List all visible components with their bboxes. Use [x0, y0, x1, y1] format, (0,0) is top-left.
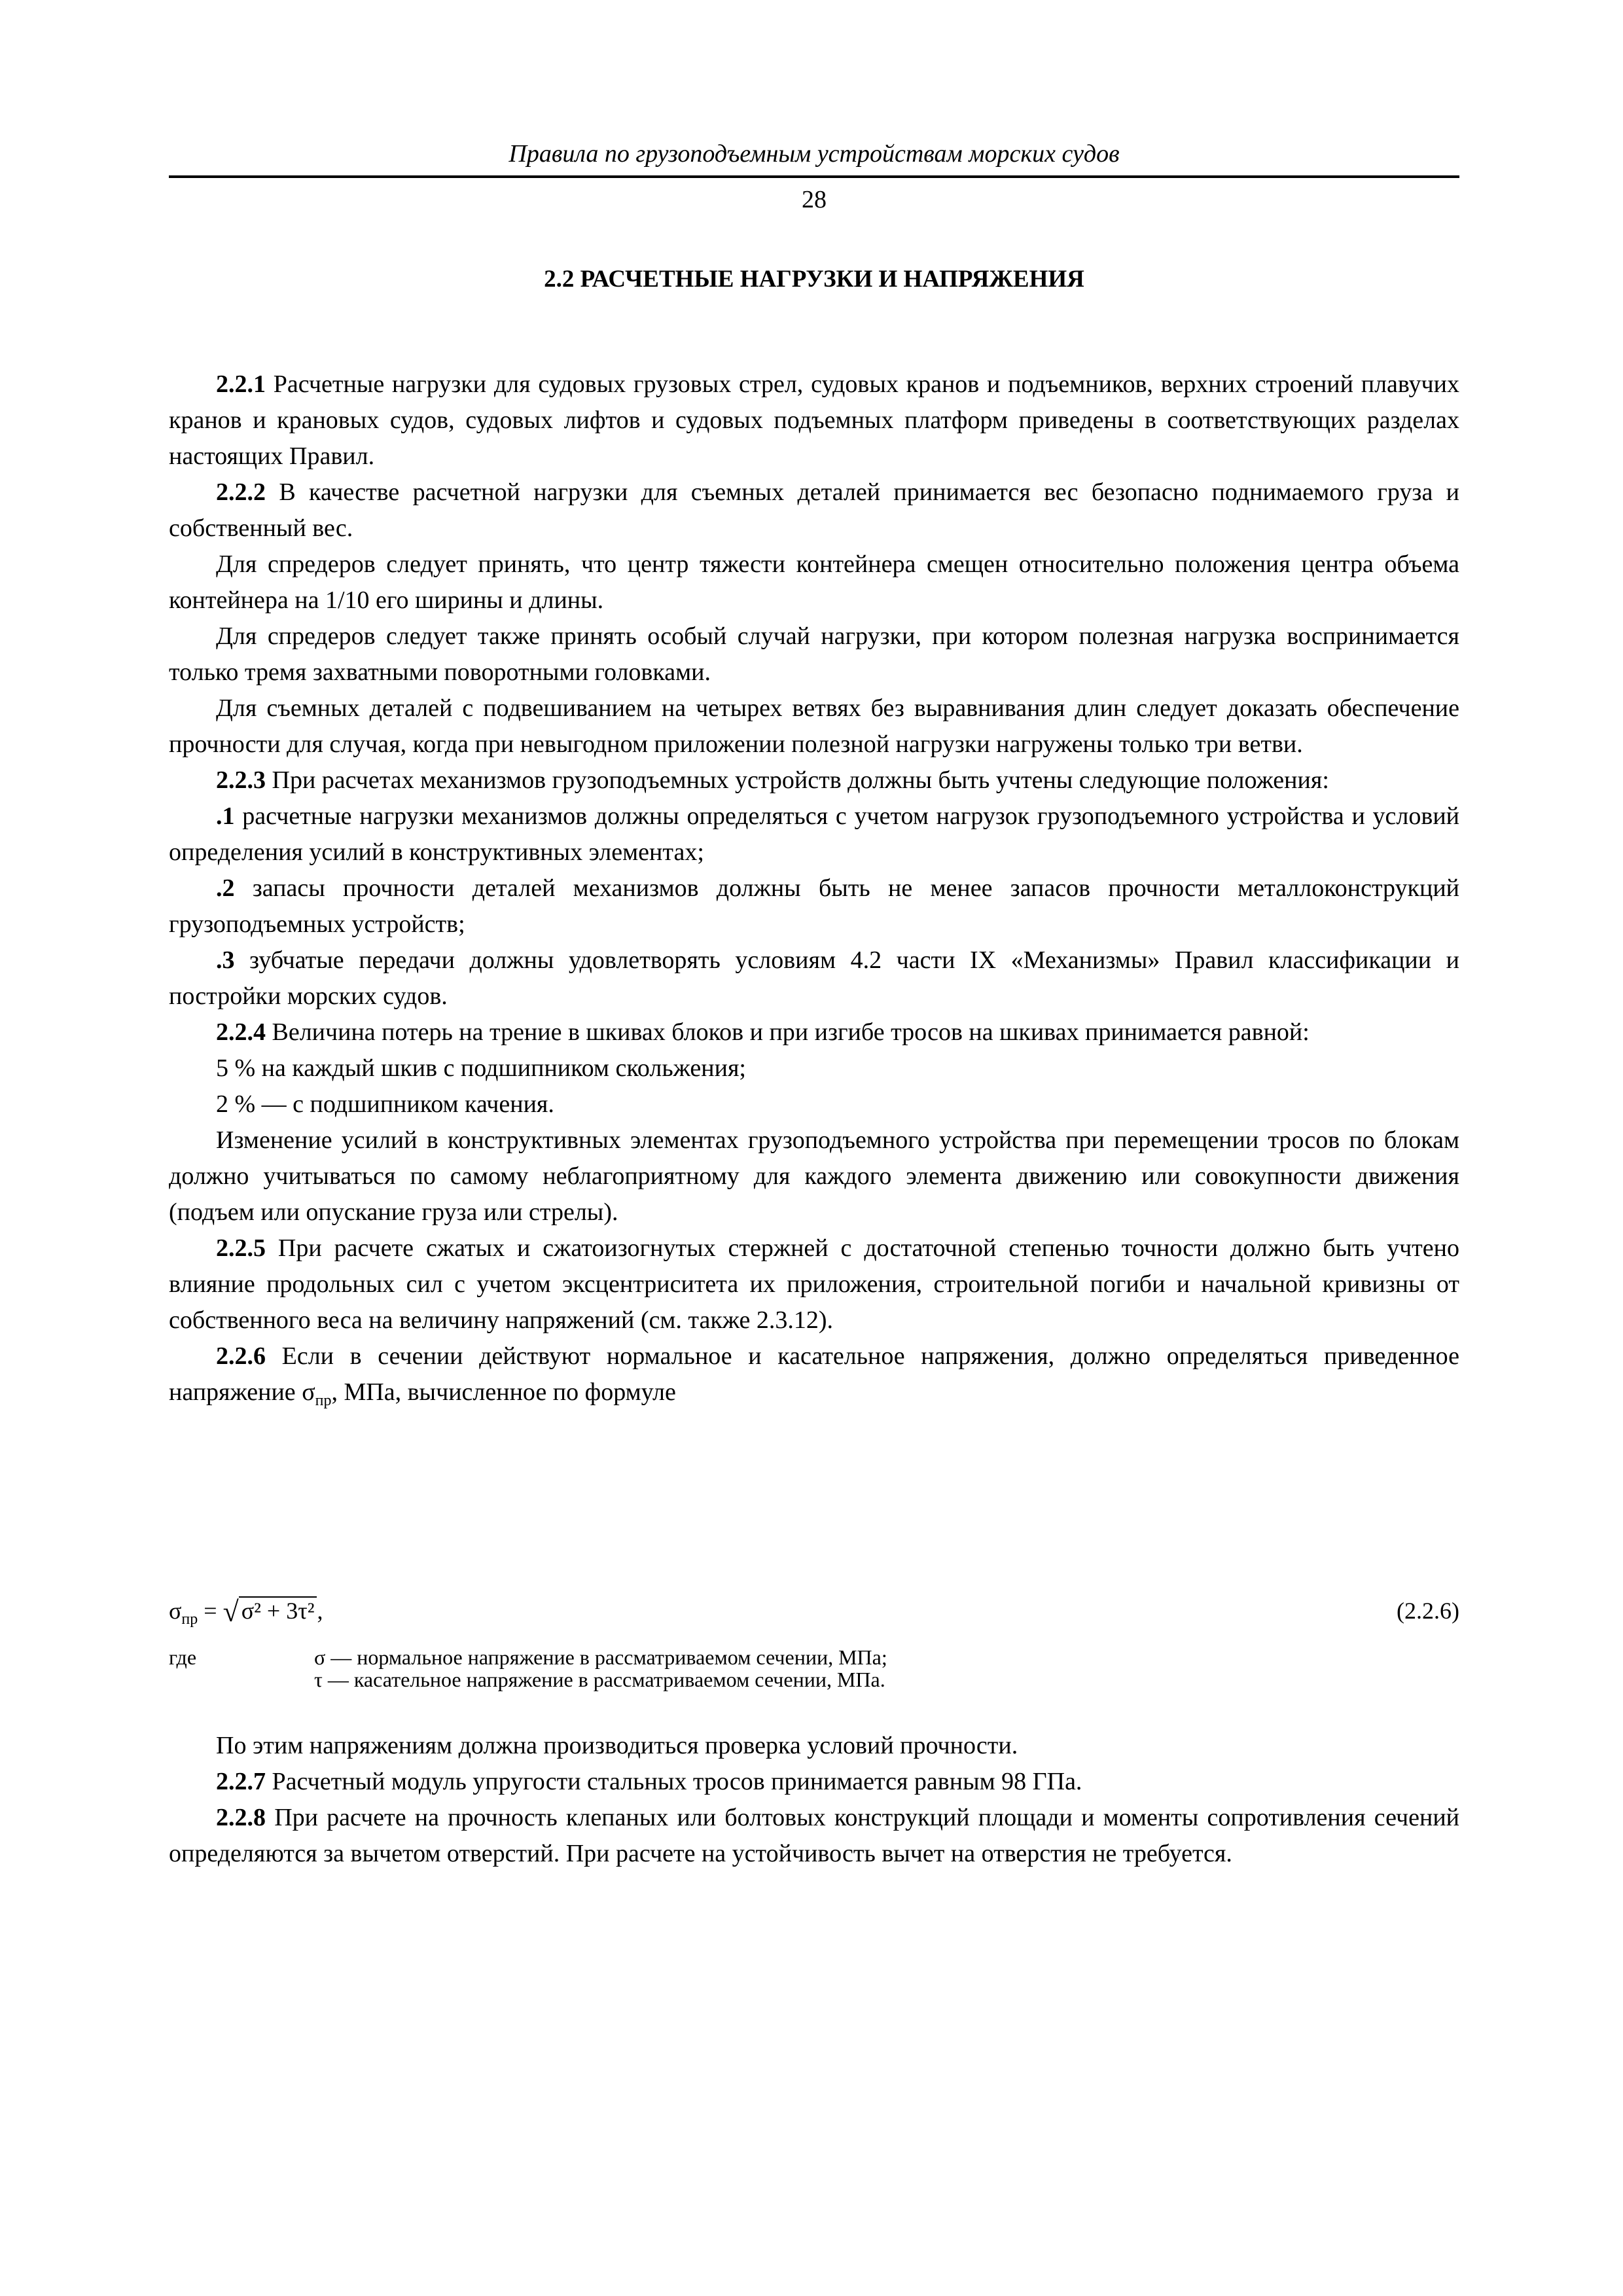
- legend-where: где: [169, 1645, 197, 1669]
- section-body: [169, 367, 1459, 1419]
- paragraph: 2.2.2 В качестве расчетной нагрузки для съемных деталей принимается вес безопасно поднимаемого груза и собственный вес.: [169, 478, 1459, 542]
- list-item: .2 запасы прочности деталей механизмов должны быть не менее запасов прочности металлоконструкций грузоподъемных устройств;: [169, 874, 1459, 938]
- formula-number: (2.2.6): [1397, 1598, 1459, 1624]
- legend-item: σ — нормальное напряжение в рассматриваемом сечении, МПа;: [314, 1645, 887, 1669]
- section-title: 2.2 РАСЧЕТНЫЕ НАГРУЗКИ И НАПРЯЖЕНИЯ: [544, 266, 1084, 293]
- header-rule: [169, 175, 1459, 178]
- legend-item: τ — касательное напряжение в рассматриваемом сечении, МПа.: [314, 1668, 885, 1691]
- paragraph: 2.2.8 При расчете на прочность клепаных или болтовых конструкций площади и моменты сопротивления сечений определяются за вычетом отверстий. При расчете на устойчивость вычет на отверстия не требуется.: [169, 1804, 1459, 1867]
- paragraph: 2.2.1 Расчетные нагрузки для судовых грузовых стрел, судовых кранов и подъемников, верхних строений плавучих кранов и крановых судов, судовых лифтов и судовых подъемных платформ приведены в соответствующих разделах настоящих Правил.: [169, 370, 1459, 470]
- list-item: .3 зубчатые передачи должны удовлетворять условиям 4.2 части IX «Механизмы» Правил классификации и постройки морских судов.: [169, 946, 1459, 1010]
- paragraph: Для спредеров следует также принять особый случай нагрузки, при котором полезная нагрузка воспринимается только тремя захватными поворотными головками.: [169, 622, 1459, 686]
- list-item: .1 расчетные нагрузки механизмов должны определяться с учетом нагрузок грузоподъемного устройства и условий определения усилий в конструктивных элементах;: [169, 802, 1459, 866]
- paragraph: 2.2.5 При расчете сжатых и сжатоизогнутых стержней с достаточной степенью точности должно быть учтено влияние продольных сил с учетом эксцентриситета их приложения, строительной погиби и начальной кривизны от собственного веса на величину напряжений (см. также 2.3.12).: [169, 1234, 1459, 1334]
- formula-expression: $\sigma_{пр}$ = √ σ² + 3τ² ,: [169, 1596, 323, 1628]
- paragraph: 2.2.4 Величина потерь на трение в шкивах блоков и при изгибе тросов на шкивах принимается равной:: [216, 1018, 1310, 1046]
- paragraph: Для съемных деталей с подвешиванием на четырех ветвях без выравнивания длин следует доказать обеспечение прочности для случая, когда при невыгодном приложении полезной нагрузки нагружены только три ветви.: [169, 694, 1459, 758]
- running-title: Правила по грузоподъемным устройствам морских судов: [508, 140, 1120, 168]
- paragraph: Для спредеров следует принять, что центр тяжести контейнера смещен относительно положения центра объема контейнера на 1/10 его ширины и длины.: [169, 550, 1459, 614]
- section-body-tail: [169, 1728, 1459, 1872]
- paragraph: По этим напряжениям должна производиться проверка условий прочности.: [216, 1732, 1018, 1759]
- paragraph: 2.2.7 Расчетный модуль упругости стальных тросов принимается равным 98 ГПа.: [216, 1768, 1082, 1795]
- paragraph: Изменение усилий в конструктивных элементах грузоподъемного устройства при перемещении тросов по блокам должно учитываться по самому неблагоприятному для каждого элемента движению или совокупности движения (подъем или опускание груза или стрелы).: [169, 1126, 1459, 1226]
- paragraph: 2.2.3 При расчетах механизмов грузоподъемных устройств должны быть учтены следующие положения:: [216, 766, 1329, 794]
- radicand: σ² + 3τ²: [239, 1596, 317, 1624]
- paragraph: 5 % на каждый шкив с подшипником скольжения;: [216, 1054, 746, 1082]
- paragraph: 2.2.6 Если в сечении действуют нормальное и касательное напряжения, должно определяться приведенное напряжение $\sigma_{пр}$, МПа, вычисленное по формуле: [169, 1342, 1459, 1409]
- radical-sign: √: [223, 1596, 239, 1628]
- paragraph: 2 % — с подшипником качения.: [216, 1090, 554, 1118]
- page-number: 28: [802, 186, 827, 213]
